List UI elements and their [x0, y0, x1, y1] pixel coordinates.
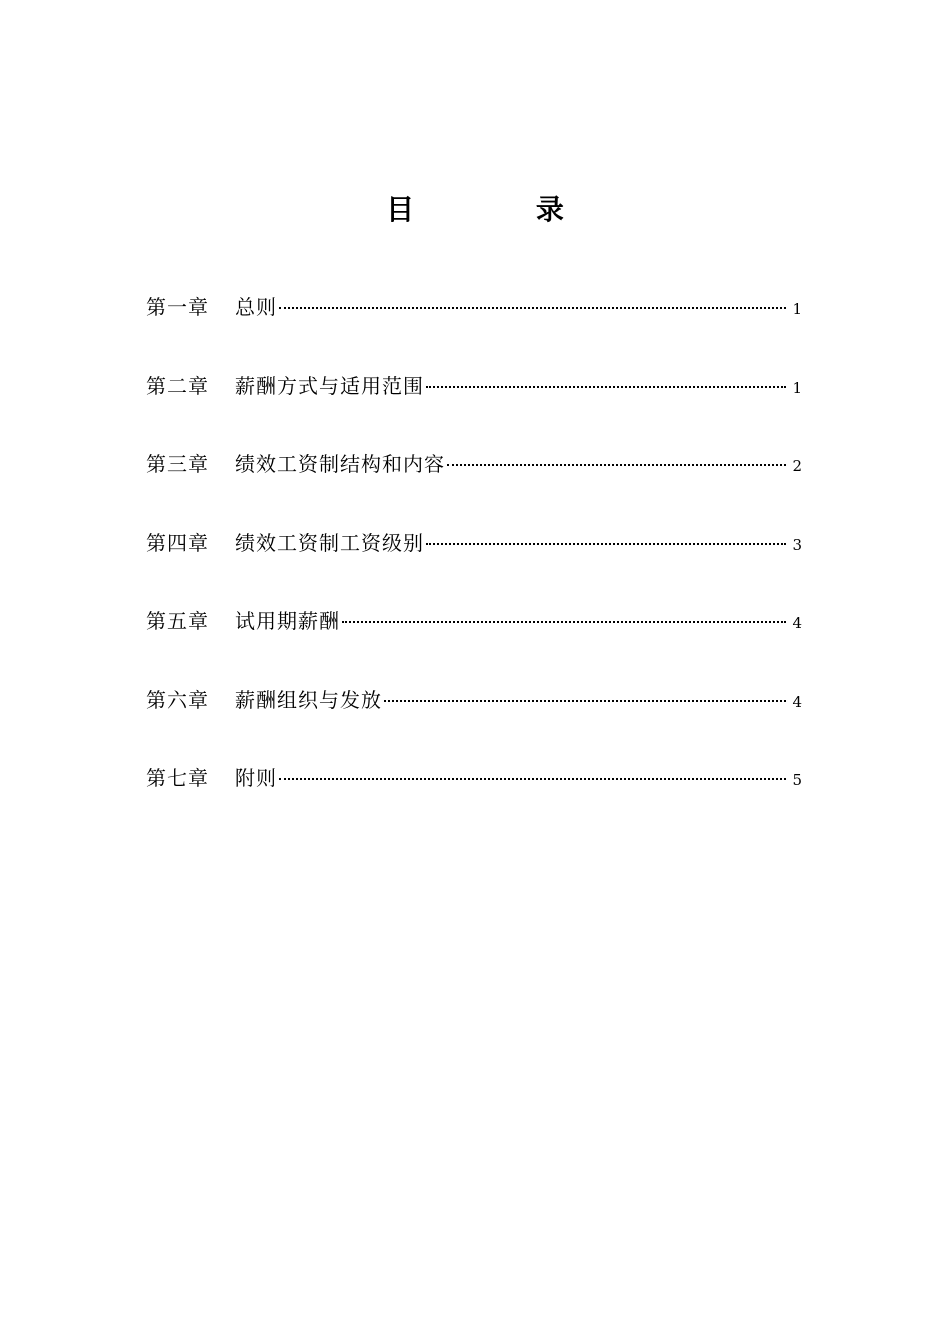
- chapter-title: 绩效工资制结构和内容: [235, 452, 445, 476]
- page-number: 2: [792, 457, 802, 475]
- chapter-number: 第七章: [146, 766, 209, 790]
- dot-leader: [447, 464, 786, 466]
- page-number: 4: [792, 692, 802, 711]
- toc-heading: 目 录: [386, 193, 620, 226]
- chapter-number: 第一章: [146, 295, 209, 319]
- dot-leader: [384, 700, 786, 702]
- chapter-title: 附则: [235, 766, 277, 790]
- chapter-title: 总则: [235, 295, 277, 319]
- toc-list: [146, 285, 802, 835]
- chapter-number: 第三章: [146, 452, 209, 476]
- chapter-title: 绩效工资制工资级别: [235, 530, 424, 555]
- toc-entry-6[interactable]: [146, 678, 802, 722]
- dot-leader: [279, 778, 786, 780]
- chapter-number: 第二章: [146, 373, 209, 398]
- page-number: 3: [792, 535, 802, 554]
- toc-entry-5[interactable]: [146, 599, 802, 643]
- chapter-number: 第四章: [146, 530, 209, 555]
- dot-leader: [426, 543, 786, 545]
- page-number: 1: [792, 378, 802, 397]
- toc-entry-4[interactable]: [146, 521, 802, 565]
- dot-leader: [342, 621, 786, 623]
- toc-entry-1[interactable]: [146, 285, 802, 329]
- chapter-number: 第六章: [146, 687, 209, 712]
- chapter-title: 试用期薪酬: [235, 609, 340, 633]
- page-number: 5: [792, 771, 802, 789]
- chapter-number: 第五章: [146, 609, 209, 633]
- dot-leader: [279, 307, 786, 309]
- dot-leader: [426, 386, 786, 388]
- page-number: 4: [792, 614, 802, 632]
- toc-entry-7[interactable]: [146, 756, 802, 800]
- page-number: 1: [792, 300, 802, 318]
- toc-entry-2[interactable]: [146, 364, 802, 408]
- chapter-title: 薪酬方式与适用范围: [235, 373, 424, 398]
- toc-entry-3[interactable]: [146, 442, 802, 486]
- chapter-title: 薪酬组织与发放: [235, 687, 382, 712]
